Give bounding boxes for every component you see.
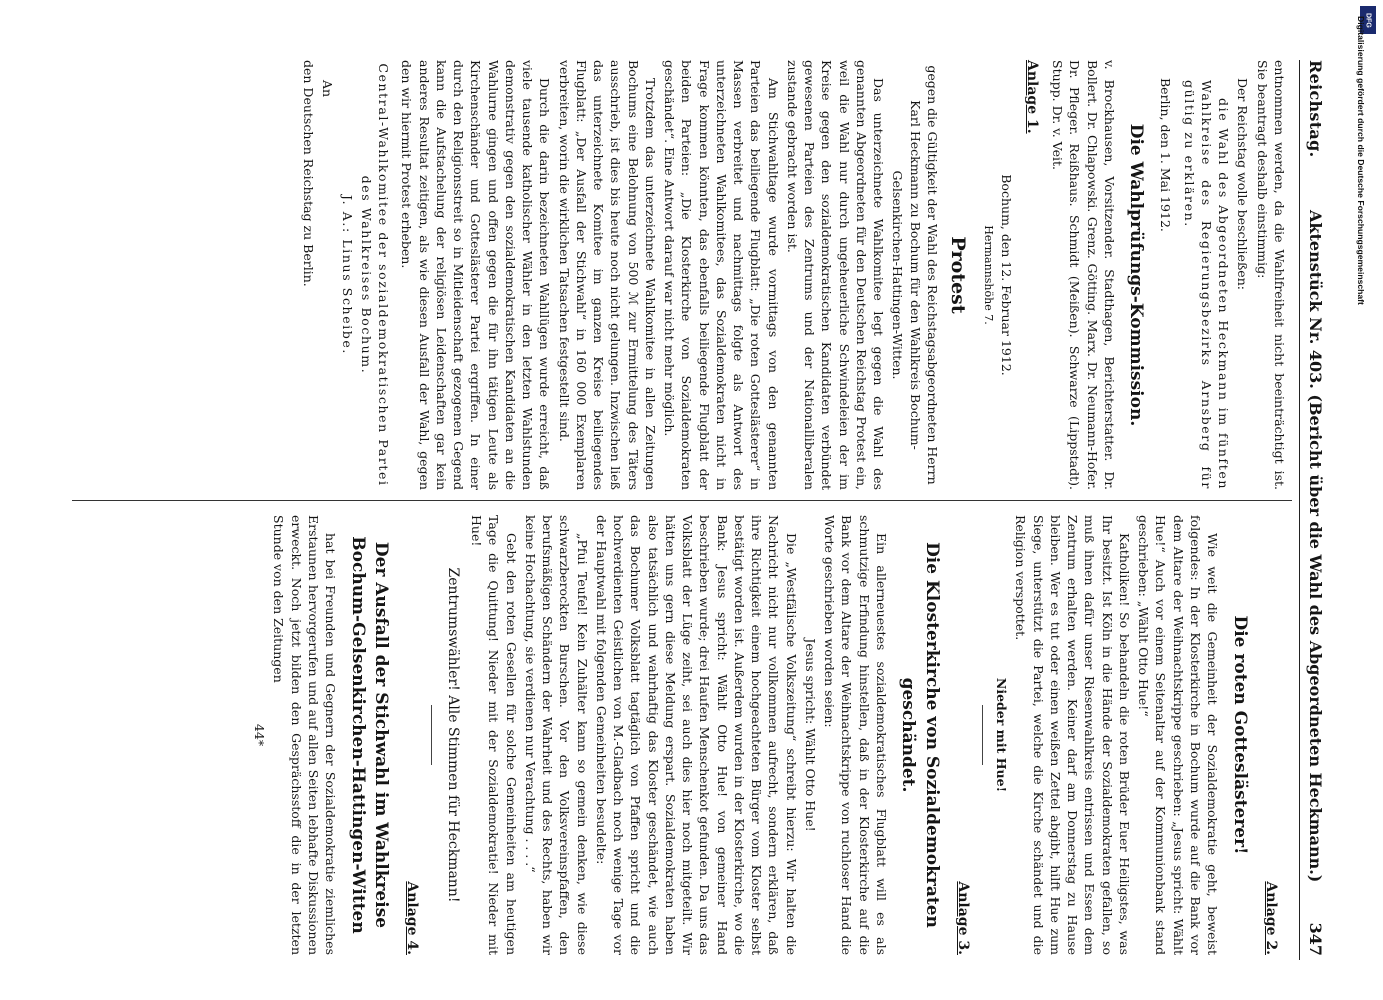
page-number: 347 — [1306, 922, 1325, 956]
addressee: den Deutschen Reichstag zu Berlin. — [301, 60, 317, 287]
leaflet-title: Der Ausfall der Stichwahl im Wahlkreise Bochum-Gelsenkirchen-Hattingen-Witten — [347, 536, 392, 934]
separator-rule — [982, 705, 983, 765]
appendix-label: Anlage 3. — [954, 881, 971, 955]
leaflet-title: Die Klosterkirche von Sozialdemokraten geschändet. — [898, 542, 942, 928]
paragraph: Das unterzeichnete Wahlkomitee legt gegen die Wahl des genannten Abgeordneten für den Deutschen Reichstag Protest ein, weil die Wahl nur durch ungeheuerliche Schwindeleien der im Kreise gegen den sozialdemokratischen Kandidaten verbündet gewesenen Parteien des Zentrums und der Nationalliberalen zustande gebracht worden ist. — [784, 60, 887, 490]
dfg-logo-text: DFG — [1364, 12, 1372, 28]
date-line: Berlin, den 1. Mai 1912. — [1158, 78, 1174, 232]
paragraph: hat bei Freunden und Gegnern der Sozialdemokratie ziemliches Erstaunen hervorgerufen und auf allen Seiten lebhafte Diskussionen erweckt. Noch jetzt bilden den Gesprächsstoff die in der letzten Stunde von den Zeitungen — [271, 515, 339, 955]
slogan: Zentrumswähler! Alle Stimmen für Heckmann! — [444, 567, 461, 903]
funding-note-text: Digitalisierung gefördert durch die Deutsche Forschungsgemeinschaft — [1356, 16, 1366, 305]
paragraph: entnommen werden, da die Wahlfreiheit nicht beeinträchtigt ist. Sie beantragt deshalb einstimmig: — [1254, 60, 1287, 490]
appendix-label: Anlage 2. — [1263, 881, 1279, 955]
motion-text: die Wahl des Abgeordneten Heckmann im fünften Wahlkreise des Regierungsbezirks Arnsberg für gültig zu erklären. — [1181, 80, 1232, 490]
header-title: Aktenstück Nr. 403. (Bericht über die Wahl des Abgeordneten Heckmann.) — [1306, 210, 1325, 883]
appendix-label: Anlage 4. — [404, 881, 421, 955]
document-page-rotated — [60, 60, 1330, 960]
paragraph: Katholiken! So behandeln die roten Brüder Euer Heiligstes, was Ihr besitzt. Ist Köln in die Hände der Sozialdemokraten gefallen, so muß ihnen dafür unser Riesenwahlkreis entrissen und Essen dem Zentrum erhalten werden. Keiner darf am Donnerstag zu Hause bleiben. Wer es tut oder einen weißen Zettel abgibt, hilft Hue zum Siege, unterstützt die Partei, welche die Kirche schändet und die Religion verspottet. — [1013, 515, 1132, 955]
funding-note — [1352, 16, 1368, 984]
commission-members: v. Brockhausen, Vorsitzender. Stadthagen, Berichterstatter. Dr. Bollert. Dr. Chlapowski. Grenz. Götting. Marx. Dr. Neumann-Hofer. Dr. Pfleger. Reißhaus. Schmidt (Meißen). Schwarze (Lippstadt). Stupp. Dr. v. Veit. — [1050, 60, 1117, 490]
paragraph: Ein allerneuestes sozialdemokratisches Flugblatt will es als schmutzige Erfindung hinstellen, daß in der Klosterkirche auf die Bank vor dem Altare der Weihnachtskrippe von ruchloser Hand die Worte geschrieben worden seien: — [822, 515, 889, 955]
quote: Jesus spricht: Wählt Otto Hue! — [802, 638, 818, 832]
separator-rule — [431, 705, 432, 765]
place-date: Bochum, den 12. Februar 1912. — [999, 174, 1015, 376]
signature-committee: Central-Wahlkomitee der sozialdemokratischen Partei des Wahlkreises Bochum. — [358, 63, 392, 487]
appendix-label: Anlage 1. — [1023, 60, 1040, 134]
address: Hermannshöhe 7. — [982, 225, 996, 325]
paragraph: „Pfui Teufel! Kein Zuhälter kann so gemein denken, wie diese schwarzberockten Burschen. Vor den Volksvereinspfaffen, den berufsmäßigen Schändern der Wahrheit und des Rechts, haben wir keine Hochachtung, sie verdienen nur Verachtung . . . .“ — [522, 515, 590, 955]
paragraph: Die „Westfälische Volkszeitung“ schreibt hierzu: Wir halten die Nachricht nicht nur vollkommen aufrecht, sondern erklären, daß ihre Richtigkeit einem hochgeachteten Bürger vom Kloster selbst bestätigt worden ist. Außerdem wurden in der Klosterkirche, wo die Bank: Jesus spricht: Wählt Otto Hue! von gemeiner Hand beschrieben wurde; drei Haufen Menschenkot gefunden. Da uns das Volksblatt der Lüge zeiht, sei auch dies hier noch mitgeteilt. Wir hätten uns gern diese Meldung erspart. Sozialdemokraten haben also tatsächlich und wahrhaftig das Kloster geschändet, wie auch das Bochumer Volksblatt tagtäglich von Pfaffen spricht und die hochverdienten Geistlichen von M.-Gladbach noch wenige Tage vor der Hauptwahl mit folgenden Gemeinheiten besudelte: — [593, 515, 799, 955]
protest-intro: gegen die Gültigkeit der Wahl des Reichstagsabgeordneten Herrn Karl Heckmann zu Bochum für den Wahlkreis Bochum-Gelsenkirchen-Hattingen-Witten. — [890, 65, 940, 485]
right-column — [249, 515, 1288, 955]
signature-name: J. A.: Linus Scheibe. — [339, 195, 355, 355]
paragraph: Trotzdem das unterzeichnete Wahlkomitee in allen Zeitungen Bochums eine Belohnung von 500 ℳ zur Ermittelung des Täters ausschrieb, ist dies bis heute noch nicht gelungen. Inzwischen ließ das unterzeichnete Komitee im ganzen Kreise beiliegendes Flugblatt: „Der Ausfall der Stichwahl“ in 160 000 Exemplaren verbreiten, worin die wirklichen Tatsachen festgestellt sind. — [556, 60, 658, 490]
paragraph: Am Stichwahltage wurde vormittags von den genannten Parteien das beiliegende Flugblatt: „Die roten Gotteslästerer“ in Massen verbreitet und nachmittags folgte als Antwort des unterzeichneten Wahlkomitees, das Sozialdemokraten nicht in Frage kommen könnten, das ebenfalls beiliegende Flugblatt der beiden Parteien: „Die Klosterkirche von Sozialdemokraten geschändet“. Eine Antwort darauf war nicht mehr möglich. — [662, 60, 781, 490]
protest-heading: Protest — [947, 236, 970, 314]
commission-heading: Die Wahlprüfungs-Kommission. — [1126, 123, 1147, 427]
slogan: Nieder mit Hue! — [994, 677, 1010, 793]
left-column — [298, 60, 1288, 490]
running-header — [1299, 60, 1330, 960]
paragraph: Der Reichstag wolle beschließen: — [1235, 78, 1251, 290]
signature-mark: 44* — [252, 723, 268, 747]
paragraph: Wie weit die Gemeinheit der Sozialdemokratie geht, beweist folgendes: In der Klosterkirche in Bochum wurde auf die Bank vor dem Altare der Weihnachtskrippe geschrieben: „Jesus spricht: Wählt Hue!“ Auch vor einem Seitenaltar auf der Kommunionbank stand geschrieben: „Wählt Otto Hue!“ — [1136, 515, 1221, 955]
paragraph: Durch die darin bezeichneten Wahllügen wurde erreicht, daß viele tausende katholischer Wähler in den letzten Wahlstunden demonstrativ gegen den sozialdemokratischen Kandidaten an die Wahlurne gingen und offen gegen die für ihn tätigen Leute als Kirchenschänder und Gotteslästerer Partei ergriffen. In einer durch den Religionsstreit so in Mitleidenschaft gezogenen Gegend kann die Aufstachelung der religiösen Leidenschaften gar kein anderes Resultat zeitigen, als wie diesen Ausfall der Wahl, gegen den wir hiermit Protest erheben. — [399, 60, 553, 490]
column-divider — [72, 500, 1292, 501]
paragraph: Gebt den roten Gesellen für solche Gemeinheiten am heutigen Tage die Quittung! Nieder mit der Sozialdemokratie! Nieder mit Hue! — [469, 515, 519, 955]
header-left: Reichstag. — [1306, 60, 1325, 158]
leaflet-title: Die roten Gotteslästerer! — [1229, 615, 1250, 855]
addressee-line: An — [320, 80, 336, 98]
